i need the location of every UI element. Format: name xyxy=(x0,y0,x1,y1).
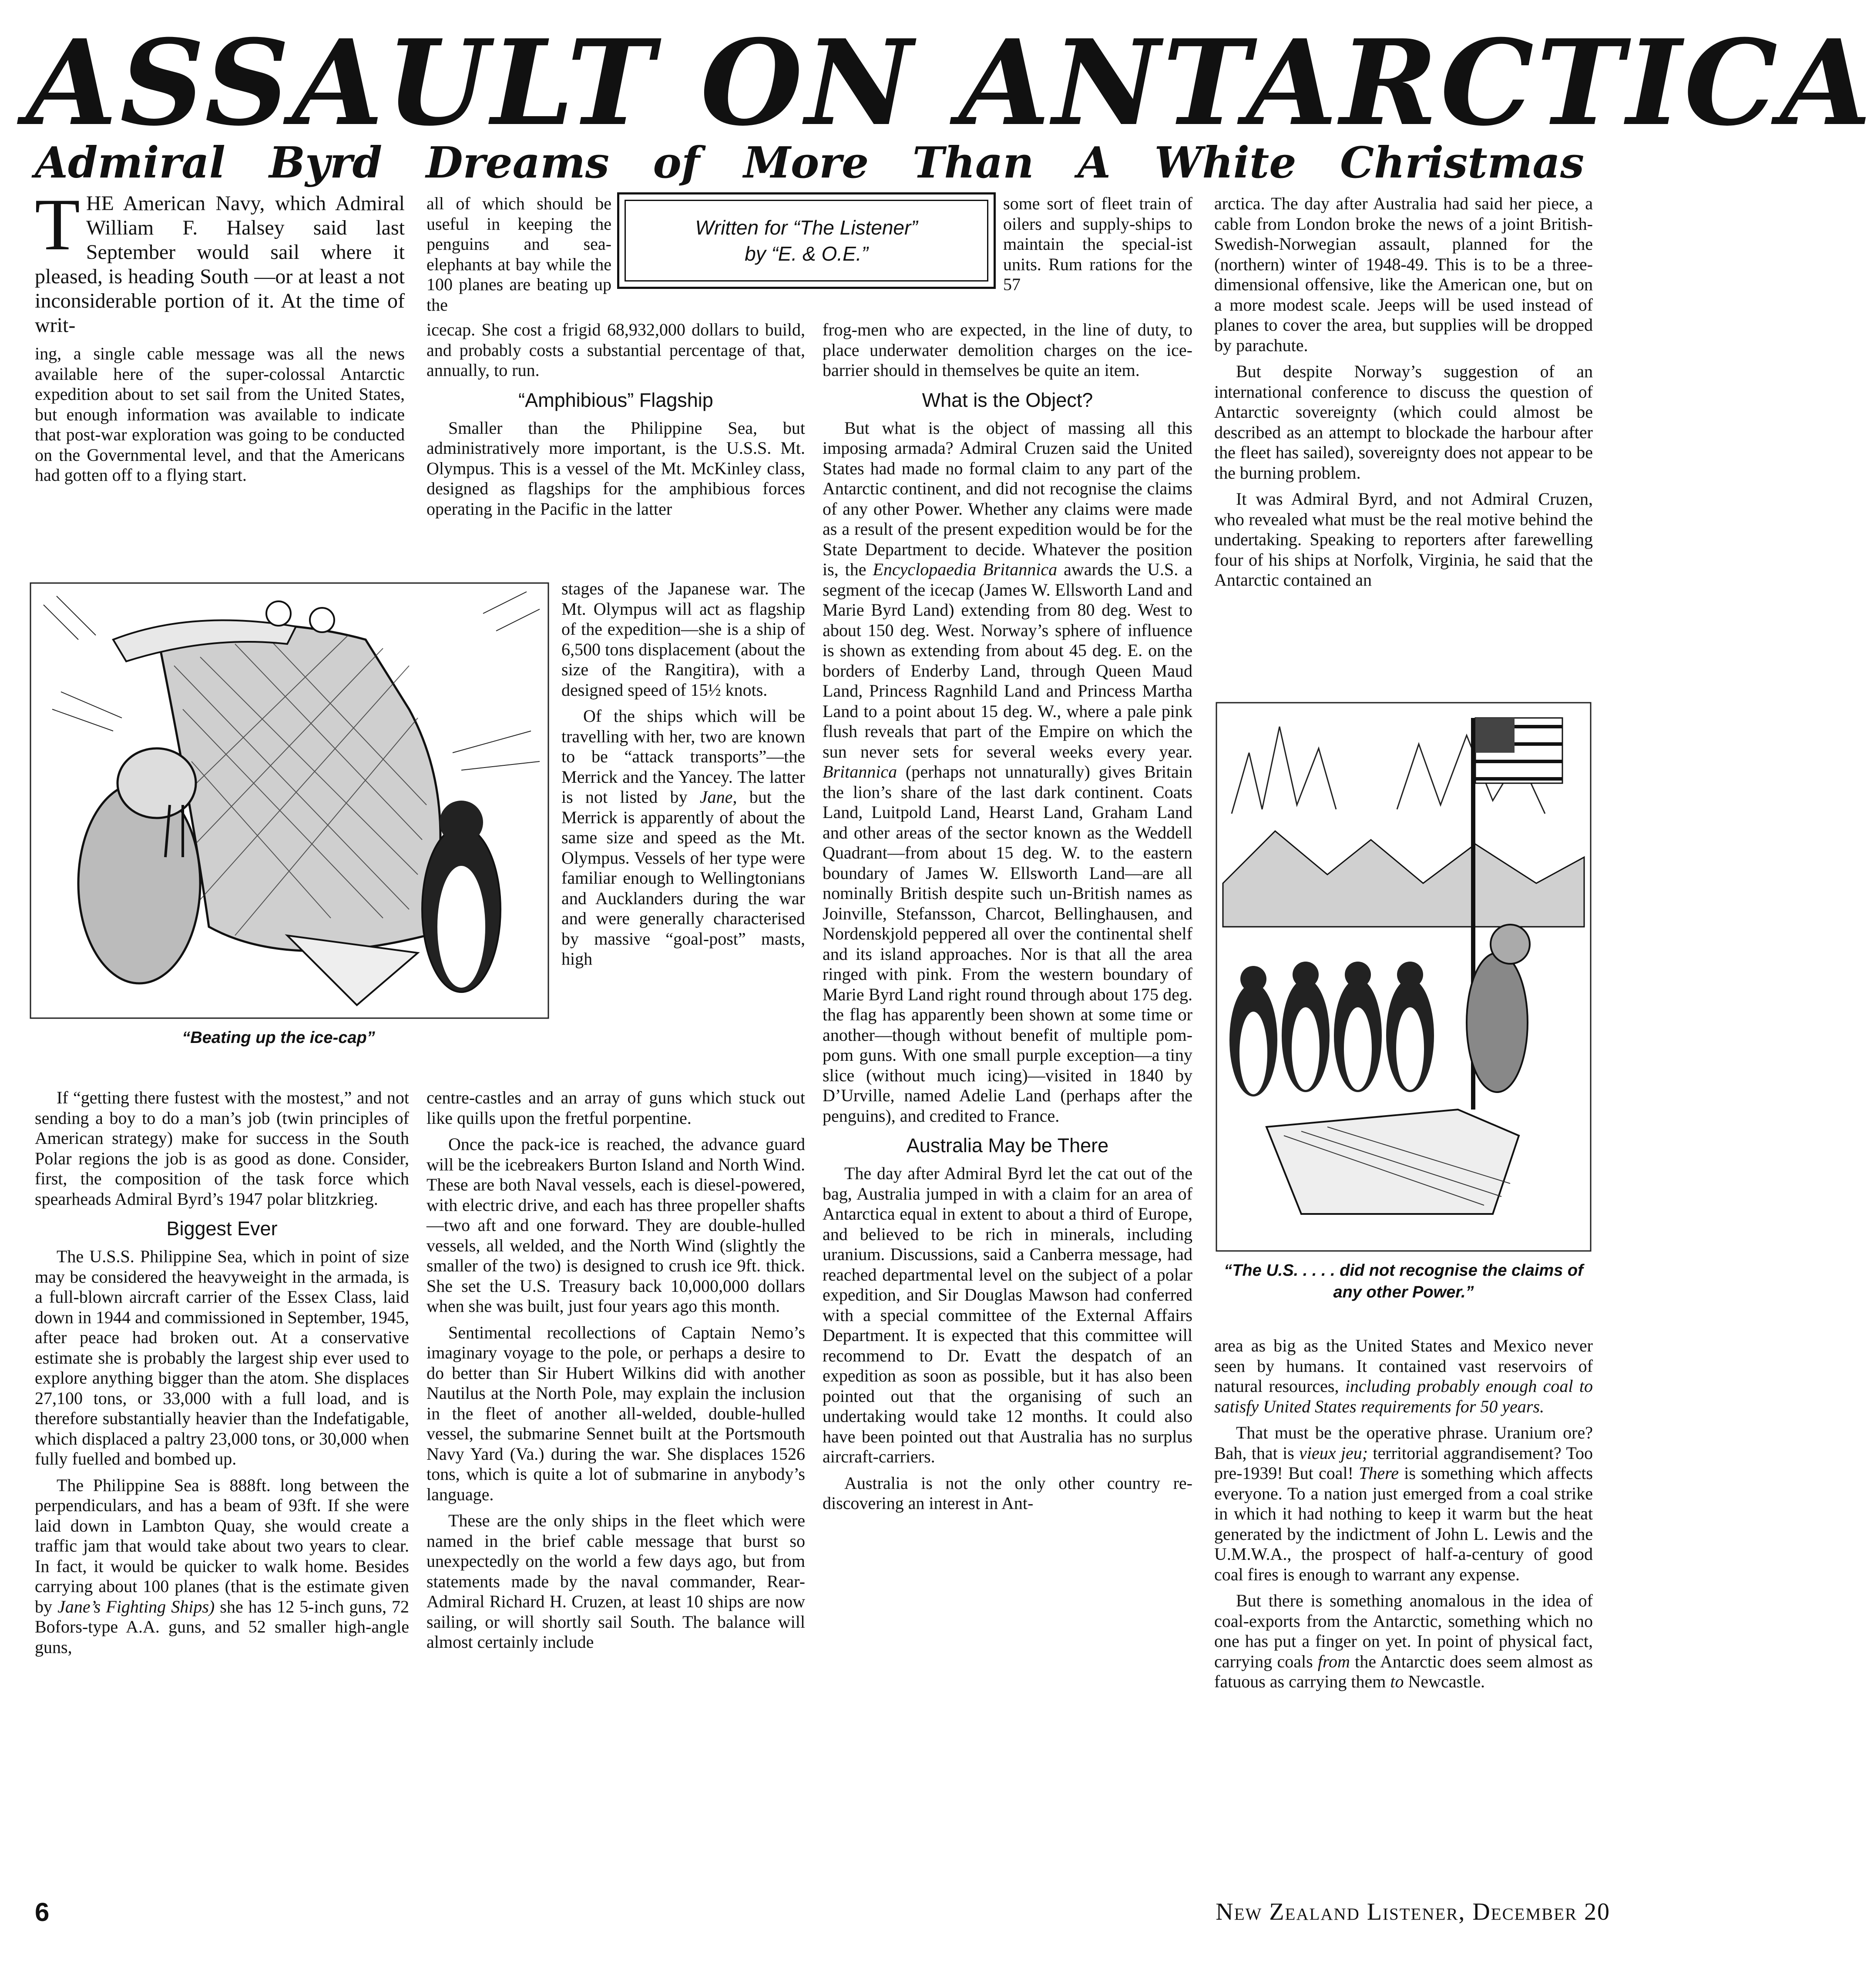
column-3 xyxy=(823,320,1192,1884)
paragraph: all of which should be useful in keeping the penguins and sea-elephants at bay while the 100 planes are beating up the xyxy=(427,194,611,315)
column-4-low xyxy=(1214,1336,1593,1884)
byline-line-1: Written for “The Listener” xyxy=(695,216,918,239)
column-1-top xyxy=(35,184,405,557)
paragraph: But what is the object of massing all this imposing armada? Admiral Cruzen said the United States had made no formal claim to any part of the Antarctic continent, and did not recognise the claims of any other Power. Whether any claims were made as a result of the present expedition would be for the State Department to decide. Whatever the position is, the Encyclopaedia Britannica awards the U.S. a segment of the icecap (James W. Ellsworth Land and Marie Byrd Land) extending from 80 deg. West to about 150 deg. West. Norway’s sphere of influence is shown as extending from about 45 deg. E. on the borders of Enderby Land, through Queen Maud Land, Princess Ragnhild Land and Princess Martha Land to a point about 15 deg. W., where a pale pink flush reveals that part of the Empire on which the sun never sets for several weeks every year. Britannica (perhaps not unnaturally) gives Britain the lion’s share of the last dark continent. Coats Land, Luitpold Land, Hearst Land, Graham Land and other areas of the sector known as the Weddell Quadrant—from about 15 deg. W. to the eastern boundary of James W. Ellsworth Land—are all nominally British despite such un-British names as Joinville, Stefansson, Charcot, Bellinghausen, and Nordenskjold peppered all over the continental shelf and its island approaches. Nor is that all the area ringed with pink. From the western boundary of Marie Byrd Land right round through about 175 deg. the flag has apparently been shown at some time or another—though without benefit of multiple pom-pom guns. With one small purple exception—a tiny slice (without much icing)—visited in 1840 by D’Urville, named Adelie Land (perhaps after the penguins), and credited to France. xyxy=(823,418,1192,1126)
caption-right-illustration: “The U.S. . . . . did not recognise the claims of any other Power.” xyxy=(1224,1261,1583,1301)
section-heading-object: What is the Object? xyxy=(922,389,1093,411)
column-4-top xyxy=(1214,194,1593,690)
column-2-top xyxy=(427,194,611,320)
section-heading-biggest-ever: Biggest Ever xyxy=(166,1217,278,1240)
paragraph: arctica. The day after Australia had said her piece, a cable from London broke the news of a joint British-Swedish-Norwegian assault, planned for the (northern) winter of 1948-49. This is to be a three-dimensional offensive, like the American one, but on a more modest scale. Jeeps will be used instead of planes to cover the area, but supplies will be dropped by parachute. xyxy=(1214,194,1593,355)
paragraph: frog-men who are expected, in the line of duty, to place underwater demolition charges on the ice-barrier should in themselves be quite an item. xyxy=(823,320,1192,380)
page-number: 6 xyxy=(35,1897,50,1927)
paragraph: But despite Norway’s suggestion of an international conference to discuss the question of Antarctic sovereignty (which could almost be described as an attempt to blockade the harbour after the fleet has sailed), sovereignty does not appear to be the burning problem. xyxy=(1214,362,1593,483)
section-heading-flagship: “Amphibious” Flagship xyxy=(518,389,713,411)
paragraph: Of the ships which will be travelling with her, two are known to be “attack transports”—the Merrick and the Yancey. The latter is not listed by Jane, but the Merrick is apparently of about the same size and speed as the Mt. Olympus. Vessels of her type were familiar enough to Wellingtonians and Aucklanders during the war and were generally characterised by massive “goal-post” masts, high xyxy=(561,706,806,969)
paragraph: That must be the operative phrase. Uranium ore? Bah, that is vieux jeu; territorial aggrandisement? Too pre-1939! But coal! There is something which affects everyone. To a nation just emerged from a coal strike in which it had nothing to keep it warm but the heat generated by the indictment of John L. Lewis and the U.M.W.A., the prospect of half-a-century of good coal fires is enough to warrant any expense. xyxy=(1214,1423,1593,1584)
drop-cap: T xyxy=(35,184,80,265)
illustration-penguins-flag xyxy=(1214,701,1593,1253)
paragraph: some sort of fleet train of oilers and supply-ships to maintain the special-ist units. Rum rations for the 57 xyxy=(1003,194,1192,294)
section-heading-australia: Australia May be There xyxy=(906,1134,1109,1157)
paragraph: area as big as the United States and Mexico never seen by humans. It contained vast reservoirs of natural resources, including probably enough coal to satisfy United States requirements for 50 years. xyxy=(1214,1336,1593,1416)
byline-author: by “E. & O.E.” xyxy=(745,242,868,265)
paragraph: These are the only ships in the fleet which were named in the brief cable message that burst so unexpectedly on the world a few days ago, but from statements made by the naval commander, Rear-Admiral Richard H. Cruzen, at least 10 ships are now sailing, or will shortly sail South. The balance will almost certainly include xyxy=(427,1511,805,1652)
caption-left-illustration: “Beating up the ice-cap” xyxy=(182,1029,375,1047)
paragraph: The U.S.S. Philippine Sea, which in point of size may be considered the heavyweight in the armada, is a full-blown aircraft carrier of the Essex Class, laid down in 1944 and commissioned in September, 1945, after peace had broken out. At a conservative estimate she is probably the largest ship ever used to explore anything bigger than the atom. She displaces 27,100 tons, or 33,000 with a full load, and is therefore substantially heavier than the Indefatigable, which displaced a paltry 23,000 tons, or 30,000 when fully fuelled and bombed up. xyxy=(35,1247,409,1468)
column-2-low xyxy=(427,1088,805,1884)
paragraph: If “getting there fustest with the mostest,” and not sending a boy to do a man’s job (twin principles of American strategy) make for success in the South Polar regions the job is as good as done. Consider, first, the composition of the task force which spearheads Admiral Byrd’s 1947 polar blitzkrieg. xyxy=(35,1088,409,1209)
paragraph: Sentimental recollections of Captain Nemo’s imaginary voyage to the pole, or perhaps a desire to do better than Sir Hubert Wilkins did with another Nautilus at the North Pole, may explain the inclusion in the fleet of another all-welded, double-hulled vessel, the submarine Sennet built at the Portsmouth Navy Yard (Va.) during the war. She displaces 1526 tons, which is quite a lot of submarine in anybody’s language. xyxy=(427,1322,805,1504)
paragraph: The Philippine Sea is 888ft. long between the perpendiculars, and has a beam of 93ft. If she were laid down in Lambton Quay, she would create a traffic jam that would take about two years to clear. In fact, it would be quicker to walk home. Besides carrying about 100 planes (that is the estimate given by Jane’s Fighting Ships) she has 12 5-inch guns, 72 Bofors-type A.A. guns, and 52 smaller high-angle guns, xyxy=(35,1475,410,1657)
column-3-top xyxy=(1003,194,1192,320)
paragraph: It was Admiral Byrd, and not Admiral Cruzen, who revealed what must be the real motive behind the undertaking. Speaking to reporters after farewelling four of his ships at Norfolk, Virginia, he said that the Antarctic contained an xyxy=(1214,489,1593,590)
publication-footer: New Zealand Listener, December 20 xyxy=(1216,1898,1610,1925)
paragraph: Smaller than the Philippine Sea, but administratively more important, is the U.S.S. Mt. Olympus. This is a vessel of the Mt. McKinley class, designed as flagships for the amphibious forces operating in the Pacific in the latter xyxy=(427,418,805,519)
illustration-beating-ice-cap xyxy=(26,579,553,1022)
subheadline: Admiral Byrd Dreams of More Than A White Christmas xyxy=(35,138,1584,188)
paragraph: ing, a single cable message was all the news available here of the super-colossal Antarctic expedition about to set sail from the United States, but enough information was available to indicate that post-war exploration was going to be conducted on the Governmental level, and that the Americans had gotten off to a flying start. xyxy=(35,344,405,485)
byline-box xyxy=(617,192,996,289)
column-2-side xyxy=(561,579,805,1070)
column-2-mid xyxy=(427,320,805,579)
paragraph: Once the pack-ice is reached, the advance guard will be the icebreakers Burton Island and North Wind. These are both Naval vessels, each is diesel-powered, with electric drive, and each has three propeller shafts—two aft and one forward. They are double-hulled vessels, all welded, and the North Wind (slightly the smaller of the two) is designed to crush ice 9ft. thick. She set the U.S. Treasury back 10,000,000 dollars when she was built, just four years ago this month. xyxy=(427,1134,805,1316)
paragraph: centre-castles and an array of guns which stuck out like quills upon the fretful porpentine. xyxy=(427,1088,805,1128)
paragraph: Australia is not the only other country re-discovering an interest in Ant- xyxy=(823,1473,1192,1513)
paragraph: icecap. She cost a frigid 68,932,000 dollars to build, and probably costs a substantial percentage of that, annually, to run. xyxy=(427,320,805,380)
paragraph: The day after Admiral Byrd let the cat out of the bag, Australia jumped in with a claim for an area of Antarctica equal in extent to about a third of Europe, and believed to be rich in minerals, including uranium. Discussions, said a Canberra message, had reached departmental level on the subject of a polar expedition, and Sir Douglas Mawson had conferred with a special committee of the External Affairs Department. It is expected that this committee will recommend to Dr. Evatt the despatch of an expedition as soon as possible, but it has also been pointed out that the organising of such an undertaking would take 12 months. It could also have been pointed out that Australia has no surplus aircraft-carriers. xyxy=(823,1163,1192,1466)
paragraph: stages of the Japanese war. The Mt. Olympus will act as flagship of the expedition—she is a ship of 6,500 tons displacement (about the size of the Rangitira), with a designed speed of 15½ knots. xyxy=(561,579,805,700)
paragraph: But there is something anomalous in the idea of coal-exports from the Antarctic, something which no one has put a finger on yet. In point of physical fact, carrying coals from the Antarctic does seem almost as fatuous as carrying them to Newcastle. xyxy=(1214,1591,1593,1691)
column-1-low xyxy=(35,1088,409,1884)
headline: ASSAULT ON ANTARCTICA xyxy=(26,13,1874,152)
lead-paragraph: THE American Navy, which Admiral William F. Halsey said last September would sail where it pleased, is heading South —or at least a not inconsiderable portion of it. At the time of writ- xyxy=(35,184,405,337)
